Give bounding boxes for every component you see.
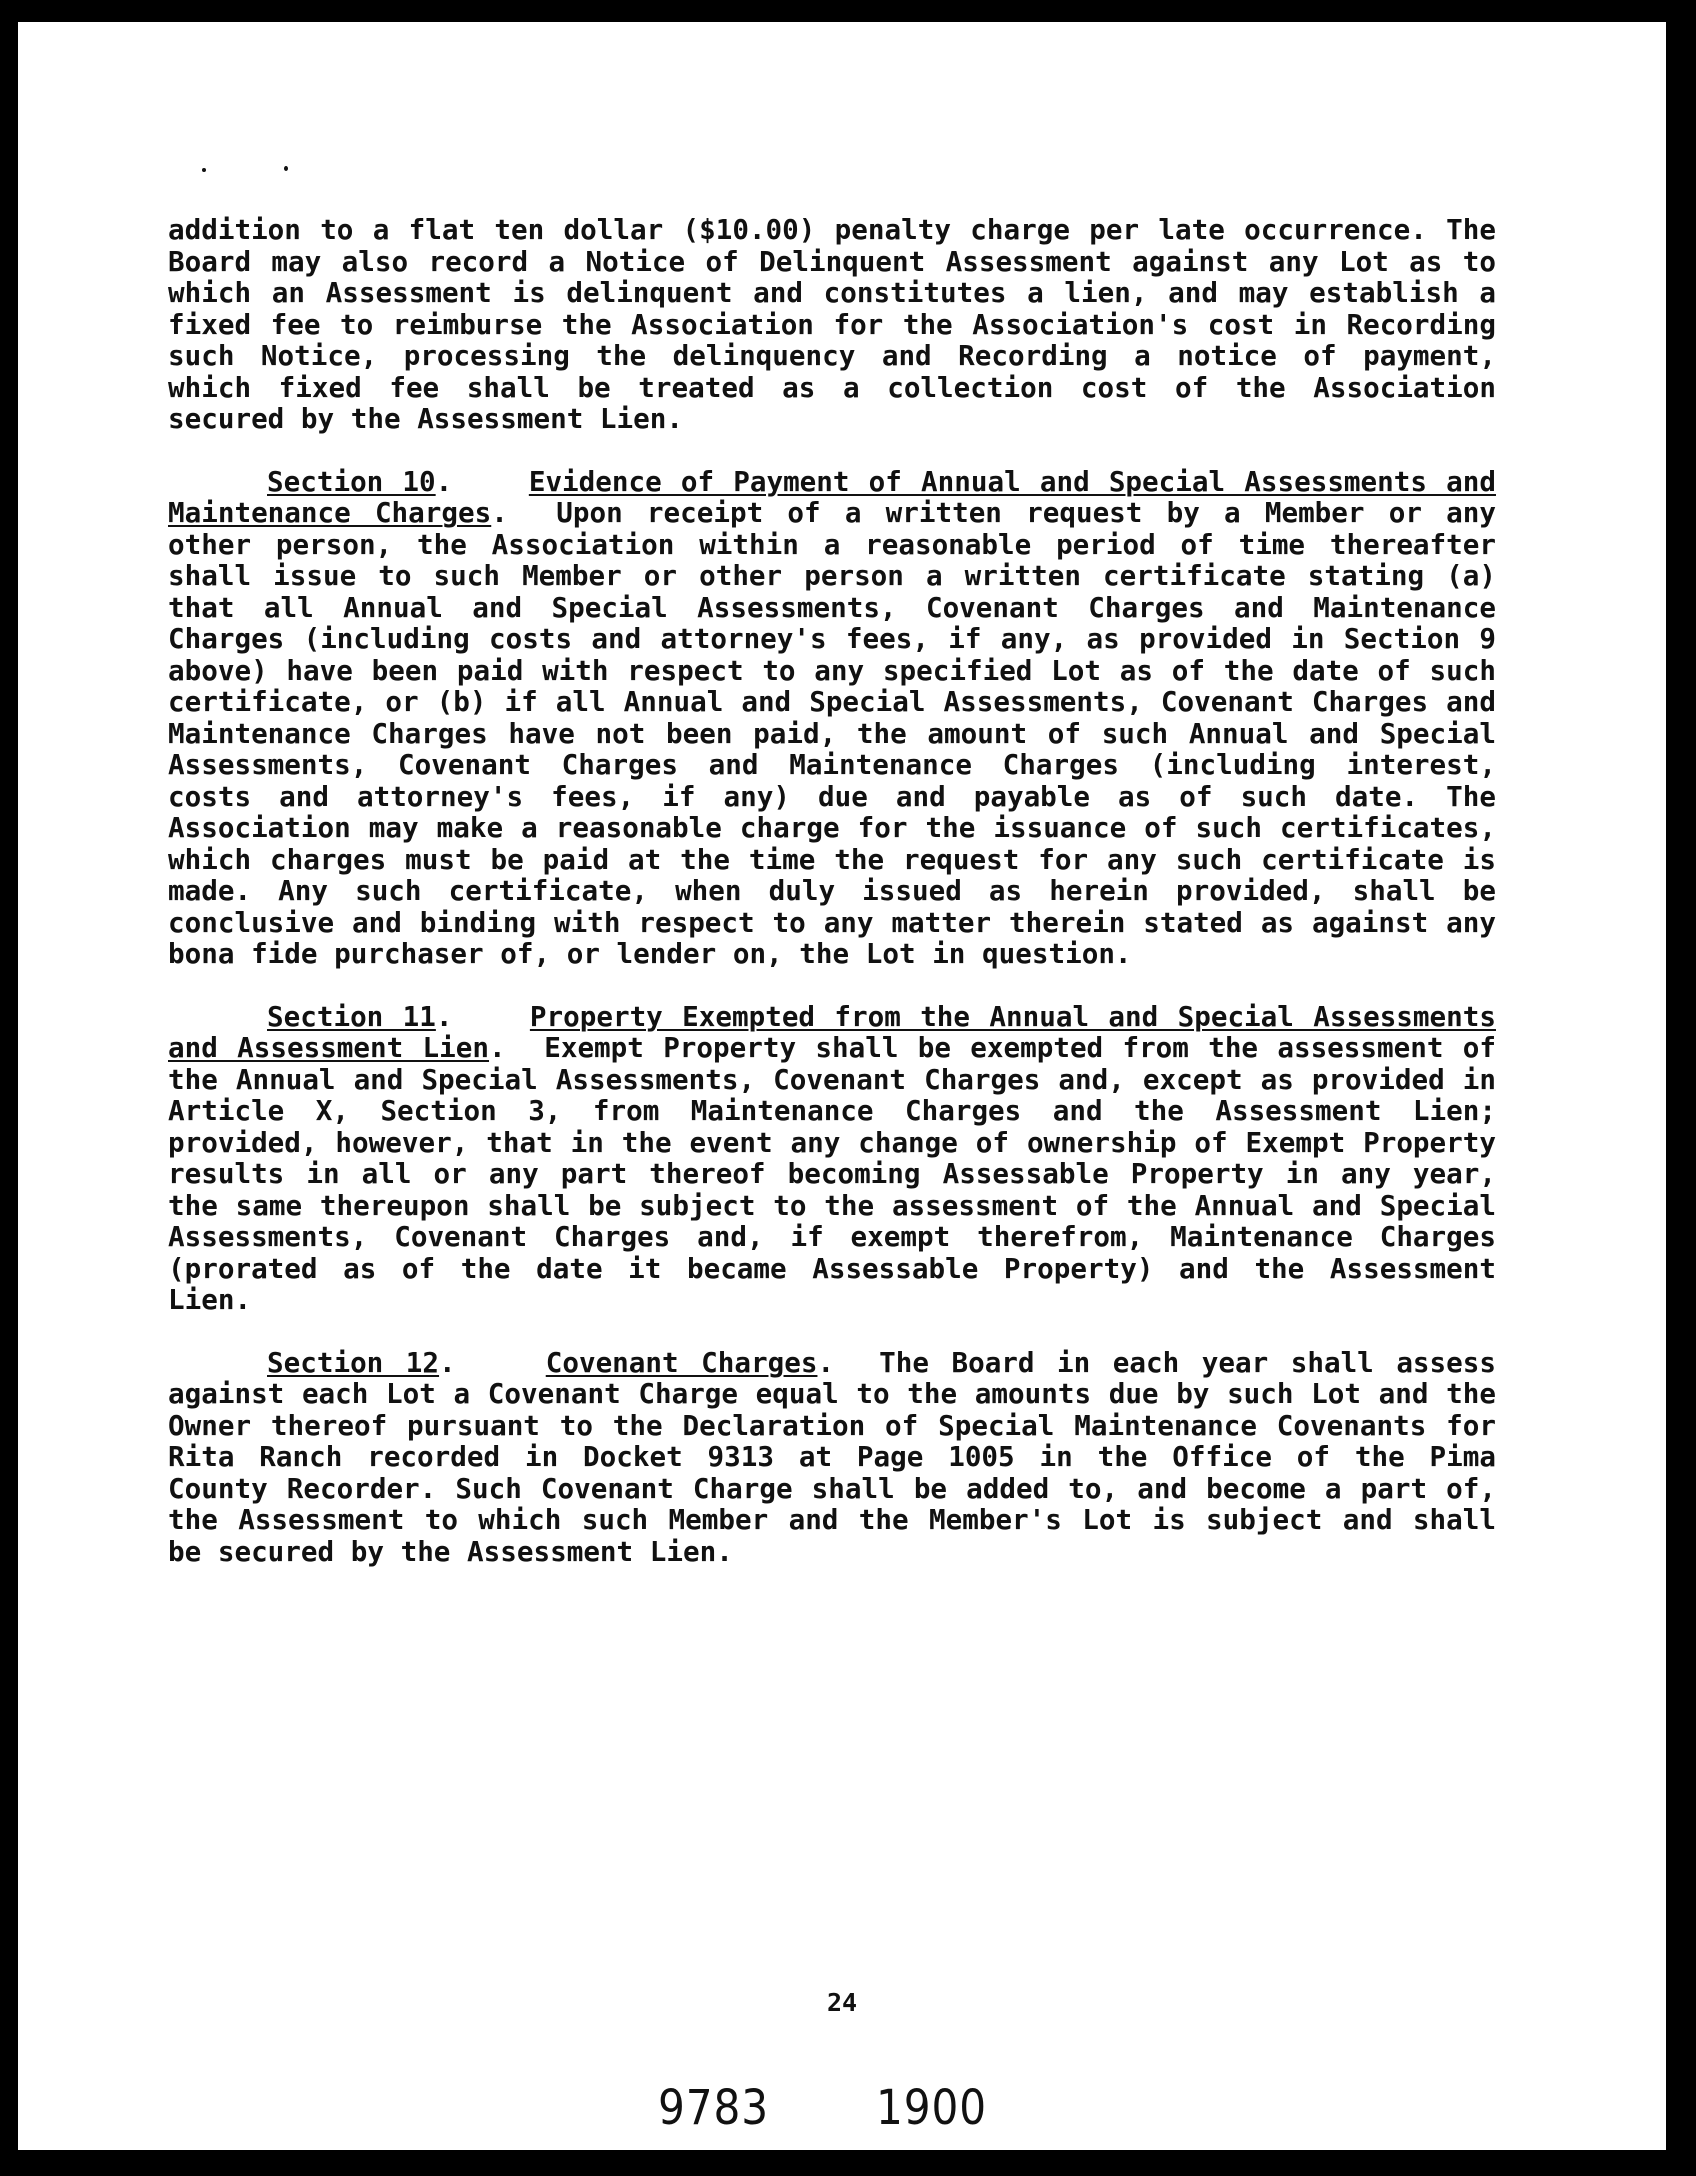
document-page (18, 22, 1666, 2150)
section-12: Section 12. Covenant Charges. The Board in each year shall assess against each Lot a Covenant Charge equal to the amounts due by such Lot and the Owner thereof pursuant to the Declaration of Special Maintenance Covenants for Rita Ranch recorded in Docket 9313 at Page 1005 in the Office of the Pima County Recorder. Such Covenant Charge shall be added to, and become a part of, the Assessment to which such Member and the Member's Lot is subject and shall be secured by the Assessment Lien. (168, 1345, 1496, 1568)
docket-stamp-number: 9783 (658, 2080, 770, 2136)
section-12-label: Section 12 (267, 1345, 440, 1379)
section-12-heading: Covenant Charges (545, 1345, 818, 1379)
section-10-label: Section 10 (267, 464, 436, 498)
scan-speck (284, 166, 288, 171)
scan-speck (202, 168, 206, 172)
section-10-text: Upon receipt of a written request by a Member or any other person, the Association within a reasonable period of time thereafter shall issue to such Member or other person a written certificate stating (a) that all Annual and Special Assessments, Covenant Charges and Maintenance Charges (including costs and attorney's fees, if any, as provided in Section 9 above) have been paid with respect to any specified Lot as of the date of such certificate, or (b) if all Annual and Special Assessments, Covenant Charges and Maintenance Charges have not been paid, the amount of such Annual and Special Assessments, Covenant Charges and Maintenance Charges (including interest, costs and attorney's fees, if any) due and payable as of such date. The Association may make a reasonable charge for the issuance of such certificates, which charges must be paid at the time the request for any such certificate is made. Any such certificate, when duly issued as herein provided, shall be conclusive and binding with respect to any matter therein stated as against any bona fide purchaser of, or lender on, the Lot in question. (168, 496, 1496, 970)
paragraph-continuation: addition to a flat ten dollar ($10.00) penalty charge per late occurrence. The Board may also record a Notice of Delinquent Assessment against any Lot as to which an Assessment is delinquent and constitutes a lien, and may establish a fixed fee to reimburse the Association for the Association's cost in Recording such Notice, processing the delinquency and Recording a notice of payment, which fixed fee shall be treated as a collection cost of the Association secured by the Assessment Lien. (168, 213, 1496, 435)
docket-stamp-page: 1900 (876, 2080, 988, 2136)
section-11-text: Exempt Property shall be exempted from the assessment of the Annual and Special Assessments, Covenant Charges and, except as provided in Article X, Section 3, from Maintenance Charges and the Assessment Lien; provided, however, that in the event any change of ownership of Exempt Property results in all or any part thereof becoming Assessable Property in any year, the same thereupon shall be subject to the assessment of the Annual and Special Assessments, Covenant Charges and, if exempt therefrom, Maintenance Charges (prorated as of the date it became Assessable Property) and the Assessment Lien. (168, 1031, 1496, 1316)
section-11-label: Section 11 (267, 999, 436, 1033)
section-10: Section 10. Evidence of Payment of Annual and Special Assessments and Maintenance Charges. Upon receipt of a written request by a Member or any other person, the Association within a reasonable period of time thereafter shall issue to such Member or other person a written certificate stating (a) that all Annual and Special Assessments, Covenant Charges and Maintenance Charges (including costs and attorney's fees, if any, as provided in Section 9 above) have been paid with respect to any specified Lot as of the date of such certificate, or (b) if all Annual and Special Assessments, Covenant Charges and Maintenance Charges have not been paid, the amount of such Annual and Special Assessments, Covenant Charges and Maintenance Charges (including interest, costs and attorney's fees, if any) due and payable as of such date. The Association may make a reasonable charge for the issuance of such certificates, which charges must be paid at the time the request for any such certificate is made. Any such certificate, when duly issued as herein provided, shall be conclusive and binding with respect to any matter therein stated as against any bona fide purchaser of, or lender on, the Lot in question. (168, 464, 1496, 970)
section-11-heading: Property Exempted from the Annual and Special Assessments and Assessment Lien (168, 999, 1496, 1064)
section-12-text: The Board in each year shall assess against each Lot a Covenant Charge equal to the amounts due by such Lot and the Owner thereof pursuant to the Declaration of Special Maintenance Covenants for Rita Ranch recorded in Docket 9313 at Page 1005 in the Office of the Pima County Recorder. Such Covenant Charge shall be added to, and become a part of, the Assessment to which such Member and the Member's Lot is subject and shall be secured by the Assessment Lien. (168, 1345, 1496, 1568)
document-body (168, 214, 1496, 1598)
section-10-heading: Evidence of Payment of Annual and Special Assessments and Maintenance Charges (168, 464, 1496, 529)
page-number: 24 (826, 1988, 858, 2017)
section-11: Section 11. Property Exempted from the Annual and Special Assessments and Assessment Lien. Exempt Property shall be exempted from the assessment of the Annual and Special Assessments, Covenant Charges and, except as provided in Article X, Section 3, from Maintenance Charges and the Assessment Lien; provided, however, that in the event any change of ownership of Exempt Property results in all or any part thereof becoming Assessable Property in any year, the same thereupon shall be subject to the assessment of the Annual and Special Assessments, Covenant Charges and, if exempt therefrom, Maintenance Charges (prorated as of the date it became Assessable Property) and the Assessment Lien. (168, 999, 1496, 1316)
